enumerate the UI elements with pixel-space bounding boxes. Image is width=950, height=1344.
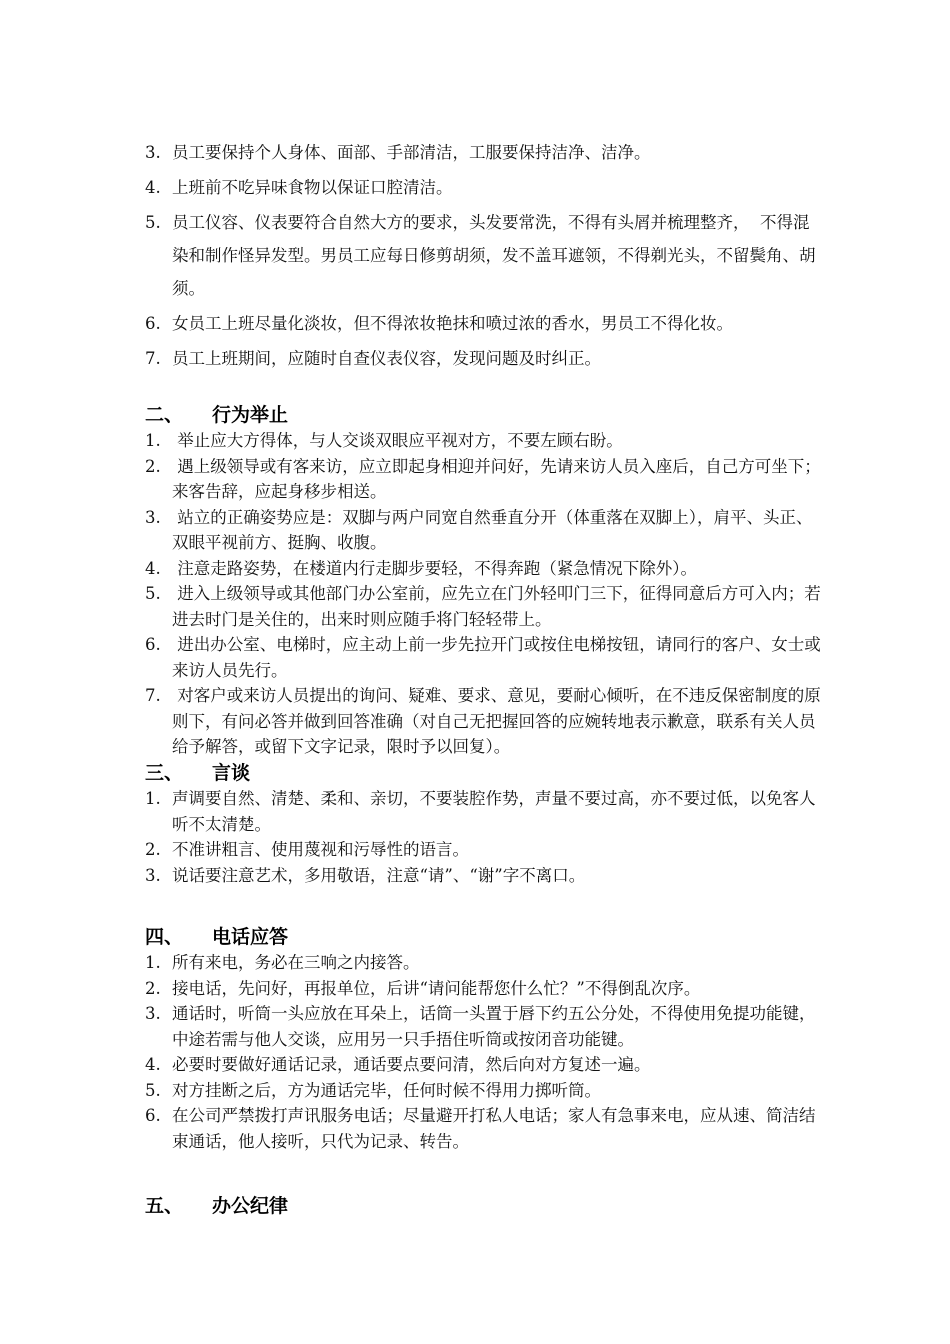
item-number: 5. (145, 1080, 161, 1100)
list-item (145, 950, 825, 976)
section-items (145, 786, 825, 888)
list-item (145, 1001, 825, 1052)
item-text: 对客户或来访人员提出的询问、疑难、要求、意见，要耐心倾听，在不违反保密制度的原则下，有问必答并做到回答准确（对自己无把握回答的应婉转地表示歉意，联系有关人员给予解答，或留下文字记录，限时予以回复）。 (172, 686, 821, 756)
item-text: 员工要保持个人身体、面部、手部清洁，工服要保持洁净、洁净。 (172, 143, 651, 162)
list-item (145, 454, 825, 505)
section-title: 行为举止 (212, 404, 289, 426)
item-text: 员工仪容、仪表要符合自然大方的要求，头发要常洗，不得有头屑并梳理整齐， 不得混染和制作怪异发型。男员工应每日修剪胡须，发不盖耳遮领，不得剃光头，不留鬓角、胡须。 (172, 213, 816, 298)
item-text: 不准讲粗言、使用蔑视和污辱性的语言。 (172, 840, 469, 859)
item-number: 2. (145, 978, 161, 998)
grooming-list (145, 136, 825, 377)
item-number: 2. (145, 840, 161, 859)
item-text: 进入上级领导或其他部门办公室前，应先立在门外轻叩门三下，征得同意后方可入内；若进去时门是关住的，出来时则应随手将门轻轻带上。 (172, 584, 821, 629)
list-item (145, 171, 825, 204)
list-item (145, 1078, 825, 1104)
section-number: 三、 (145, 762, 184, 784)
section-title: 办公纪律 (212, 1195, 289, 1217)
item-text: 举止应大方得体，与人交谈双眼应平视对方，不要左顾右盼。 (172, 431, 623, 450)
item-text: 注意走路姿势，在楼道内行走脚步要轻，不得奔跑（紧急情况下除外）。 (172, 558, 697, 578)
section-number: 四、 (145, 926, 184, 948)
list-item (145, 428, 825, 454)
item-number: 6. (145, 1106, 161, 1125)
item-text: 接电话，先问好，再报单位，后讲“请问能帮您什么忙？”不得倒乱次序。 (172, 978, 701, 998)
item-number: 3. (145, 143, 161, 162)
item-number: 7. (145, 686, 161, 705)
item-number: 1. (145, 953, 161, 972)
list-item (145, 1052, 825, 1078)
item-text: 对方挂断之后，方为通话完毕，任何时候不得用力掷听筒。 (172, 1080, 601, 1100)
section-items (145, 428, 825, 760)
list-item (145, 786, 825, 837)
item-number: 6. (145, 635, 161, 654)
item-number: 4. (145, 1055, 161, 1074)
list-item (145, 837, 825, 863)
section-heading (145, 760, 825, 786)
section-number: 二、 (145, 404, 184, 426)
item-text: 所有来电，务必在三响之内接答。 (172, 953, 420, 972)
item-number: 5. (145, 584, 161, 603)
section-items (145, 950, 825, 1154)
list-item (145, 206, 825, 305)
item-text: 进出办公室、电梯时，应主动上前一步先拉开门或按住电梯按钮，请同行的客户、女士或来访人员先行。 (172, 635, 821, 680)
item-number: 5. (145, 213, 161, 232)
section-heading (145, 1193, 825, 1219)
item-number: 6. (145, 314, 161, 333)
section-title: 言谈 (212, 762, 251, 784)
item-number: 3. (145, 1004, 161, 1023)
section-speech (145, 760, 825, 888)
section-heading (145, 402, 825, 428)
list-item (145, 632, 825, 683)
section-number: 五、 (145, 1195, 184, 1217)
item-number: 7. (145, 349, 161, 368)
list-item (145, 1103, 825, 1154)
item-text: 员工上班期间，应随时自查仪表仪容，发现问题及时纠正。 (172, 349, 601, 368)
item-number: 2. (145, 456, 161, 476)
list-item (145, 307, 825, 340)
item-text: 说话要注意艺术，多用敬语，注意“请”、“谢”字不离口。 (172, 865, 586, 885)
section-heading (145, 924, 825, 950)
item-number: 1. (145, 789, 161, 808)
list-item (145, 342, 825, 375)
item-text: 声调要自然、清楚、柔和、亲切，不要装腔作势，声量不要过高，亦不要过低，以免客人听不太清楚。 (172, 789, 816, 834)
item-text: 在公司严禁拨打声讯服务电话；尽量避开打私人电话；家人有急事来电，应从速、简洁结束通话，他人接听，只代为记录、转告。 (172, 1106, 816, 1151)
section-behavior (145, 402, 825, 760)
list-item (145, 505, 825, 556)
list-item (145, 581, 825, 632)
item-text: 女员工上班尽量化淡妆，但不得浓妆艳抹和喷过浓的香水，男员工不得化妆。 (172, 314, 733, 333)
list-item (145, 976, 825, 1002)
item-text: 遇上级领导或有客来访，应立即起身相迎并问好，先请来访人员入座后，自己方可坐下；来客告辞，应起身移步相送。 (172, 456, 821, 501)
item-number: 4. (145, 178, 161, 197)
item-text: 上班前不吃异味食物以保证口腔清洁。 (172, 178, 453, 197)
item-number: 1. (145, 431, 161, 450)
item-text: 站立的正确姿势应是：双脚与两户同宽自然垂直分开（体重落在双脚上），肩平、头正、双眼平视前方、挺胸、收腹。 (172, 507, 813, 552)
list-item (145, 556, 825, 582)
section-title: 电话应答 (212, 926, 289, 948)
list-item (145, 863, 825, 889)
item-number: 3. (145, 507, 161, 527)
item-number: 3. (145, 865, 161, 885)
section-discipline (145, 1193, 825, 1219)
item-number: 4. (145, 558, 161, 578)
section-phone (145, 924, 825, 1154)
list-item (145, 136, 825, 169)
item-text: 必要时要做好通话记录，通话要点要问清，然后向对方复述一遍。 (172, 1055, 651, 1074)
list-item (145, 683, 825, 760)
item-text: 通话时，听筒一头应放在耳朵上，话筒一头置于唇下约五公分处，不得使用免提功能键，中途若需与他人交谈，应用另一只手捂住听筒或按闭音功能键。 (172, 1004, 816, 1049)
